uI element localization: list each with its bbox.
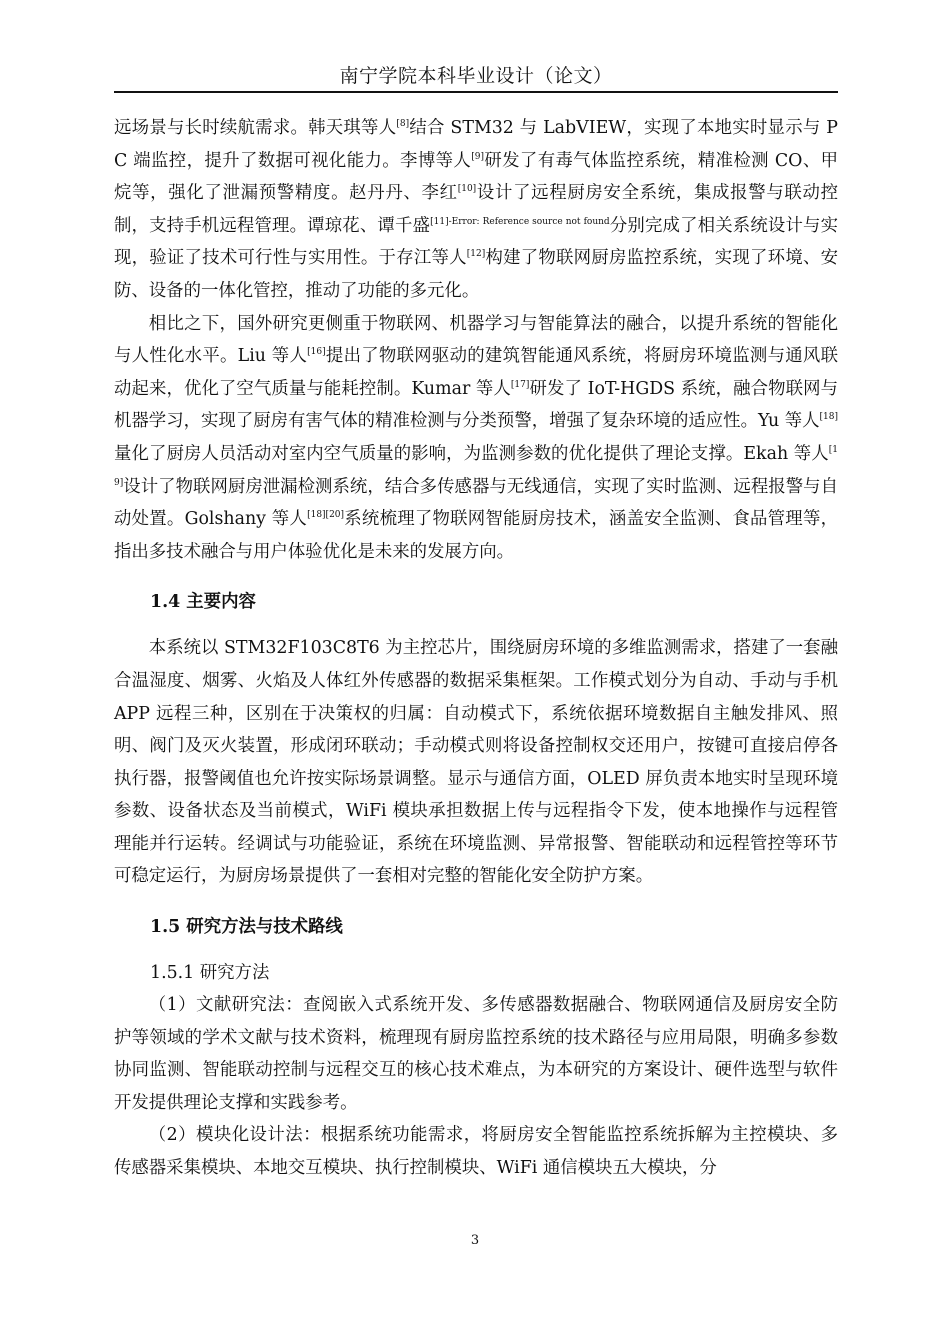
paragraph-domestic-research: 远场景与长时续航需求。韩天琪等人[8]结合 STM32 与 LabVIEW，实现了本地实时显示与 PC 端监控，提升了数据可视化能力。李博等人[9]研发了有毒气体监控系统，精准检测 CO、甲烷等，强化了泄漏预警精度。赵丹丹、李红[10]设计了远程厨房安全系统，集成报警与联动控制，支持手机远程管理。谭琼花、谭千盛$^{[11]-Error: Reference source not found}$分别完成了相关系统设计与实现，验证了技术可行性与实用性。于存江等人[12]构建了物联网厨房监控系统，实现了环境、安防、设备的一体化管控，推动了功能的多元化。	[114, 118, 839, 301]
header-rule	[114, 91, 838, 93]
citation-ref: [19]	[114, 444, 838, 488]
paragraph-main-content: 本系统以 STM32F103C8T6 为主控芯片，围绕厨房环境的多维监测需求，搭建了一套融合温湿度、烟雾、火焰及人体红外传感器的数据采集框架。工作模式划分为自动、手动与手机 APP 远程三种，区别在于决策权的归属：自动模式下，系统依据环境数据自主触发排风、照明、阀门及灭火装置，形成闭环联动；手动模式则将设备控制权交还用户，按键可直接启停各执行器，报警阈值也允许按实际场景调整。显示与通信方面，OLED 屏负责本地实时呈现环境参数、设备状态及当前模式，WiFi 模块承担数据上传与远程指令下发，使本地操作与远程管理能并行运转。经调试与功能验证，系统在环境监测、异常报警、智能联动和远程管控等环节可稳定运行，为厨房场景提供了一套相对完整的智能化安全防护方案。	[114, 638, 838, 887]
citation-ref: [8]	[396, 119, 410, 129]
section-heading-1-5: 1.5 研究方法与技术路线	[150, 917, 343, 938]
citation-ref: [9]	[471, 151, 484, 162]
citation-ref: [10]	[457, 184, 477, 195]
citation-ref: [12]	[466, 249, 486, 260]
citation-ref: [18]	[819, 412, 838, 423]
section-heading-1-4: 1.4 主要内容	[150, 592, 256, 613]
paragraph-modular-method: （2）模块化设计法：根据系统功能需求，将厨房安全智能监控系统拆解为主控模块、多传感器采集模块、本地交互模块、执行控制模块、WiFi 通信模块五大模块，分	[114, 1125, 838, 1179]
citation-ref: [11]-Error: Reference source not found	[430, 216, 610, 227]
paragraph-foreign-research: 相比之下，国外研究更侧重于物联网、机器学习与智能算法的融合，以提升系统的智能化与人性化水平。Liu 等人[16]提出了物联网驱动的建筑智能通风系统，将厨房环境监测与通风联动起来，优化了空气质量与能耗控制。Kumar 等人[17]研发了 IoT-HGDS 系统，融合物联网与机器学习，实现了厨房有害气体的精准检测与分类预警，增强了复杂环境的适应性。Yu 等人[18]量化了厨房人员活动对室内空气质量的影响，为监测参数的优化提供了理论支撑。Ekah 等人[19]设计了物联网厨房泄漏检测系统，结合多传感器与无线通信，实现了实时监测、远程报警与自动处置。Golshany 等人[18][20]系统梳理了物联网智能厨房技术，涵盖安全监测、食品管理等，指出多技术融合与用户体验优化是未来的发展方向。	[114, 313, 838, 562]
body-text	[114, 112, 838, 1185]
running-header: 南宁学院本科毕业设计（论文）	[339, 65, 613, 87]
citation-ref: [16]	[307, 347, 326, 358]
subsection-heading-1-5-1: 1.5.1 研究方法	[150, 963, 270, 984]
citation-ref: [17]	[510, 379, 530, 390]
page-number: 3	[470, 1233, 480, 1248]
paragraph-literature-method: （1）文献研究法：查阅嵌入式系统开发、多传感器数据融合、物联网通信及厨房安全防护等领域的学术文献与技术资料，梳理现有厨房监控系统的技术路径与应用局限，明确多参数协同监测、智能联动控制与远程交互的核心技术难点，为本研究的方案设计、硬件选型与软件开发提供理论支撑和实践参考。	[114, 995, 838, 1113]
citation-ref: [18][20]	[307, 510, 345, 521]
